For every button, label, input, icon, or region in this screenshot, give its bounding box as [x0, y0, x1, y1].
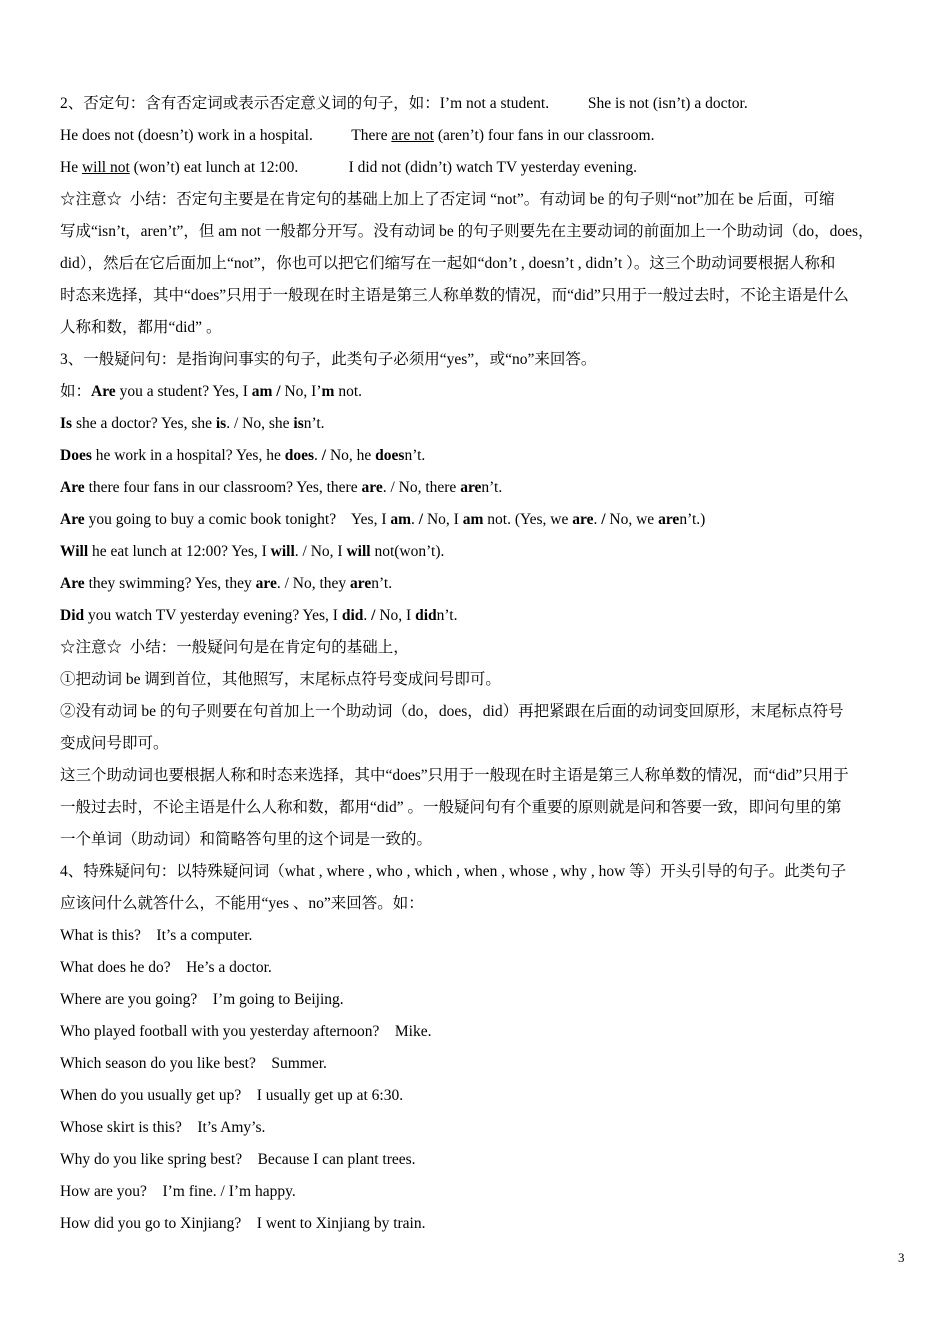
- bold-word: is: [215, 415, 227, 432]
- text-segment: He does not (doesn’t) work in a hospital. There: [60, 127, 392, 144]
- text-segment: 这三个助动词也要根据人称和时态来选择，其中“does”只用于一般现在时主语是第三人称单数的情况，而“did”只用于: [60, 767, 849, 784]
- text-segment: Why do you like spring best? Because I can plant trees.: [60, 1151, 416, 1168]
- text-line: [60, 1048, 906, 1080]
- text-line: [60, 888, 906, 920]
- bold-word: are: [572, 511, 594, 528]
- bold-word: Will: [60, 543, 89, 560]
- bold-word: does: [375, 447, 405, 464]
- text-line: [60, 792, 906, 824]
- bold-word: m: [321, 383, 335, 400]
- text-line: [60, 344, 906, 376]
- text-line: [60, 504, 906, 536]
- bold-word: are: [460, 479, 482, 496]
- text-segment: not. (Yes, we: [483, 511, 573, 528]
- text-segment: Where are you going? I’m going to Beijing.: [60, 991, 344, 1008]
- text-segment: .: [411, 511, 419, 528]
- document-body: [60, 88, 906, 1240]
- text-line: [60, 568, 906, 600]
- bold-word: are: [350, 575, 372, 592]
- page-number: 3: [898, 1250, 905, 1265]
- text-segment: he work in a hospital? Yes, he: [91, 447, 285, 464]
- bold-word: are: [255, 575, 277, 592]
- text-segment: 如：: [60, 383, 92, 400]
- bold-word: does: [284, 447, 315, 464]
- text-segment: ②没有动词 be 的句子则要在句首加上一个助动词（do，does，did）再把紧跟在后面的动词变回原形，末尾标点符号: [60, 703, 844, 720]
- text-segment: .: [593, 511, 602, 528]
- underlined-text: will not: [81, 159, 130, 176]
- text-segment: . / No, they: [276, 575, 351, 592]
- bold-word: will: [346, 543, 371, 560]
- text-line: [60, 632, 906, 664]
- text-line: [60, 760, 906, 792]
- text-line: [60, 600, 906, 632]
- text-segment: .: [363, 607, 372, 624]
- text-segment: What is this? It’s a computer.: [60, 927, 253, 944]
- text-segment: she a doctor? Yes, she: [72, 415, 216, 432]
- text-segment: 时态来选择，其中“does”只用于一般现在时主语是第三人称单数的情况，而“did”只用于一般过去时，不论主语是什么: [60, 287, 849, 304]
- text-line: [60, 920, 906, 952]
- bold-word: Are: [60, 479, 85, 496]
- bold-word: /: [371, 607, 376, 624]
- text-line: [60, 280, 906, 312]
- text-segment: 3、一般疑问句：是指询问事实的句子，此类句子必须用“yes”，或“no”来回答。: [60, 351, 597, 368]
- bold-word: /: [321, 447, 327, 464]
- text-segment: n’t.: [404, 447, 426, 464]
- text-segment: . / No, there: [382, 479, 461, 496]
- text-segment: 写成“isn’t，aren’t”，但 am not 一般都分开写。没有动词 be 的句子则要先在主要动词的前面加上一个助动词（do，does，: [60, 223, 874, 240]
- bold-word: will: [270, 543, 295, 560]
- bold-word: /: [601, 511, 606, 528]
- text-line: [60, 536, 906, 568]
- text-segment: (aren’t) four fans in our classroom.: [433, 127, 655, 144]
- text-line: [60, 1080, 906, 1112]
- text-line: [60, 1016, 906, 1048]
- text-line: [60, 824, 906, 856]
- text-segment: 应该问什么就答什么，不能用“yes 、no”来回答。如：: [60, 895, 424, 912]
- text-line: [60, 1144, 906, 1176]
- text-segment: n’t.): [679, 511, 706, 528]
- text-segment: How did you go to Xinjiang? I went to Xinjiang by train.: [60, 1215, 426, 1232]
- text-line: [60, 952, 906, 984]
- bold-word: Is: [60, 415, 73, 432]
- text-segment: 4、特殊疑问句：以特殊疑问词（what , where , who , which , when , whose , why , how 等）开头引导的句子。此类句子: [60, 863, 847, 880]
- underlined-text: are not: [391, 127, 434, 144]
- text-line: [60, 440, 906, 472]
- bold-word: did: [415, 607, 437, 624]
- bold-word: am: [462, 511, 484, 528]
- bold-word: /: [418, 511, 424, 528]
- text-line: [60, 88, 906, 120]
- text-segment: 变成问号即可。: [60, 735, 169, 752]
- bold-word: are: [658, 511, 680, 528]
- text-line: [60, 1112, 906, 1144]
- text-segment: not.: [334, 383, 362, 400]
- text-segment: . / No, I: [294, 543, 347, 560]
- text-segment: there four fans in our classroom? Yes, there: [84, 479, 362, 496]
- text-segment: 2、否定句：含有否定词或表示否定意义词的句子，如：I’m not a student. She is not (isn’t) a doctor.: [60, 95, 748, 112]
- text-segment: (won’t) eat lunch at 12:00. I did not (didn’t) watch TV yesterday evening.: [129, 159, 637, 176]
- text-segment: No, I: [375, 607, 416, 624]
- text-segment: 一个单词（助动词）和简略答句里的这个词是一致的。: [60, 831, 433, 848]
- text-line: [60, 696, 906, 728]
- text-line: [60, 1176, 906, 1208]
- bold-word: am: [390, 511, 412, 528]
- text-segment: ①把动词 be 调到首位，其他照写，末尾标点符号变成问号即可。: [60, 671, 501, 688]
- text-segment: No, he: [326, 447, 376, 464]
- text-line: [60, 152, 906, 184]
- text-segment: Whose skirt is this? It’s Amy’s.: [60, 1119, 266, 1136]
- text-line: [60, 184, 906, 216]
- text-line: [60, 728, 906, 760]
- text-line: [60, 216, 906, 248]
- text-segment: 一般过去时，不论主语是什么人称和数，都用“did” 。一般疑问句有个重要的原则就是问和答要一致，即问句里的第: [60, 799, 842, 816]
- text-segment: He: [60, 159, 82, 176]
- bold-word: Did: [60, 607, 85, 624]
- text-line: [60, 664, 906, 696]
- text-line: [60, 472, 906, 504]
- text-segment: Which season do you like best? Summer.: [60, 1055, 327, 1072]
- text-segment: What does he do? He’s a doctor.: [60, 959, 272, 976]
- text-line: [60, 408, 906, 440]
- text-segment: 人称和数，都用“did” 。: [60, 319, 222, 336]
- bold-word: is: [293, 415, 304, 432]
- text-segment: you watch TV yesterday evening? Yes, I: [84, 607, 342, 624]
- text-segment: you going to buy a comic book tonight? Yes, I: [84, 511, 391, 528]
- text-segment: not(won’t).: [370, 543, 445, 560]
- bold-word: am /: [251, 383, 281, 400]
- text-segment: .: [314, 447, 322, 464]
- text-segment: did），然后在它后面加上“not”，你也可以把它们缩写在一起如“don’t , doesn’t , didn’t ）。这三个助动词要根据人称和: [60, 255, 836, 272]
- bold-word: Are: [91, 383, 116, 400]
- text-line: [60, 984, 906, 1016]
- text-segment: n’t.: [436, 607, 458, 624]
- text-line: [60, 312, 906, 344]
- text-segment: Who played football with you yesterday afternoon? Mike.: [60, 1023, 432, 1040]
- text-segment: No, I’: [280, 383, 322, 400]
- text-segment: . / No, she: [226, 415, 294, 432]
- text-segment: No, I: [423, 511, 463, 528]
- bold-word: Are: [60, 511, 85, 528]
- text-segment: you a student? Yes, I: [115, 383, 252, 400]
- text-segment: No, we: [605, 511, 659, 528]
- bold-word: did: [341, 607, 364, 624]
- text-segment: When do you usually get up? I usually get up at 6:30.: [60, 1087, 404, 1104]
- text-segment: n’t.: [371, 575, 393, 592]
- text-segment: he eat lunch at 12:00? Yes, I: [88, 543, 271, 560]
- text-segment: n’t.: [481, 479, 503, 496]
- bold-word: Does: [60, 447, 92, 464]
- text-line: [60, 856, 906, 888]
- text-line: [60, 248, 906, 280]
- text-line: [60, 120, 906, 152]
- bold-word: are: [361, 479, 383, 496]
- text-segment: ☆注意☆ 小结：一般疑问句是在肯定句的基础上，: [60, 639, 409, 656]
- text-segment: How are you? I’m fine. / I’m happy.: [60, 1183, 296, 1200]
- text-line: [60, 1208, 906, 1240]
- bold-word: Are: [60, 575, 85, 592]
- text-line: [60, 376, 906, 408]
- text-segment: n’t.: [303, 415, 325, 432]
- text-segment: ☆注意☆ 小结：否定句主要是在肯定句的基础上加上了否定词 “not”。有动词 be 的句子则“not”加在 be 后面，可缩: [60, 191, 835, 208]
- text-segment: they swimming? Yes, they: [84, 575, 256, 592]
